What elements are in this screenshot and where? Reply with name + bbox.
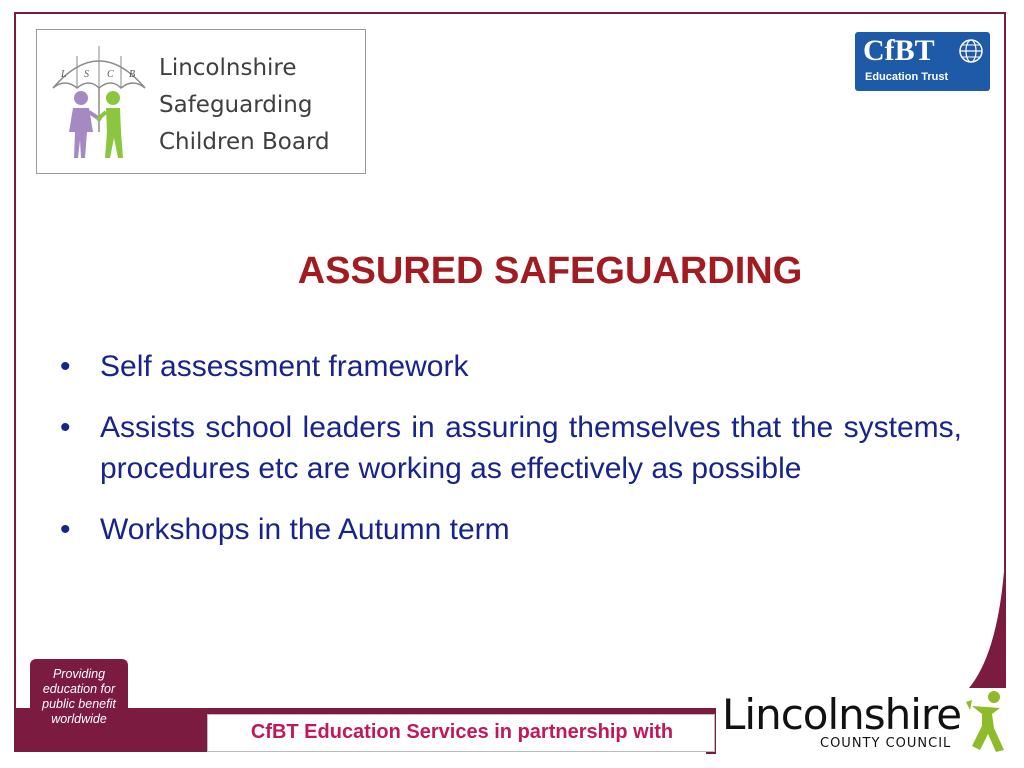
partnership-box xyxy=(207,714,715,752)
partnership-text: CfBT Education Services in partnership with xyxy=(250,721,674,743)
bullet-dot: • xyxy=(60,350,71,383)
bullet-text: Self assessment framework xyxy=(100,350,469,383)
lscb-logo xyxy=(36,29,366,174)
cfbt-logo xyxy=(855,32,990,91)
badge-line-1: Providing xyxy=(52,667,106,681)
bullet-dot: • xyxy=(60,513,71,546)
lscb-letter-s: S xyxy=(84,69,89,80)
umbrella-children-icon xyxy=(49,40,149,165)
badge-line-4: worldwide xyxy=(51,712,107,726)
providing-text xyxy=(30,667,128,727)
slide-title: ASSURED SAFEGUARDING xyxy=(297,250,803,292)
bullet-text: Workshops in the Autumn term xyxy=(100,513,510,546)
bullet-list xyxy=(56,346,962,570)
lscb-letter-l: L xyxy=(61,69,67,80)
cfbt-subtitle: Education Trust xyxy=(865,71,949,83)
figure-icon xyxy=(966,688,1006,756)
cfbt-mark: CfBT xyxy=(863,34,935,67)
lscb-letter-c: C xyxy=(107,69,114,80)
lscb-name xyxy=(159,50,330,161)
bullet-dot: • xyxy=(60,411,71,444)
council-subtitle: COUNTY COUNCIL xyxy=(820,736,952,751)
badge-line-3: public benefit xyxy=(42,697,116,711)
bullet-item xyxy=(56,407,962,489)
council-name: Lincolnshire xyxy=(722,690,962,739)
lscb-name-line-3: Children Board xyxy=(159,129,330,155)
globe-icon xyxy=(958,38,984,64)
lincolnshire-county-council-logo xyxy=(716,688,1006,758)
lscb-name-line-2: Safeguarding xyxy=(159,92,313,118)
lscb-letter-b: B xyxy=(129,69,136,80)
lscb-name-line-1: Lincolnshire xyxy=(159,55,297,81)
bullet-item xyxy=(56,346,962,387)
bullet-text: Assists school leaders in assuring themselves that the systems, procedures etc are working as effectively as possible xyxy=(100,411,962,485)
badge-line-2: education for xyxy=(42,682,116,696)
providing-badge xyxy=(30,659,128,741)
